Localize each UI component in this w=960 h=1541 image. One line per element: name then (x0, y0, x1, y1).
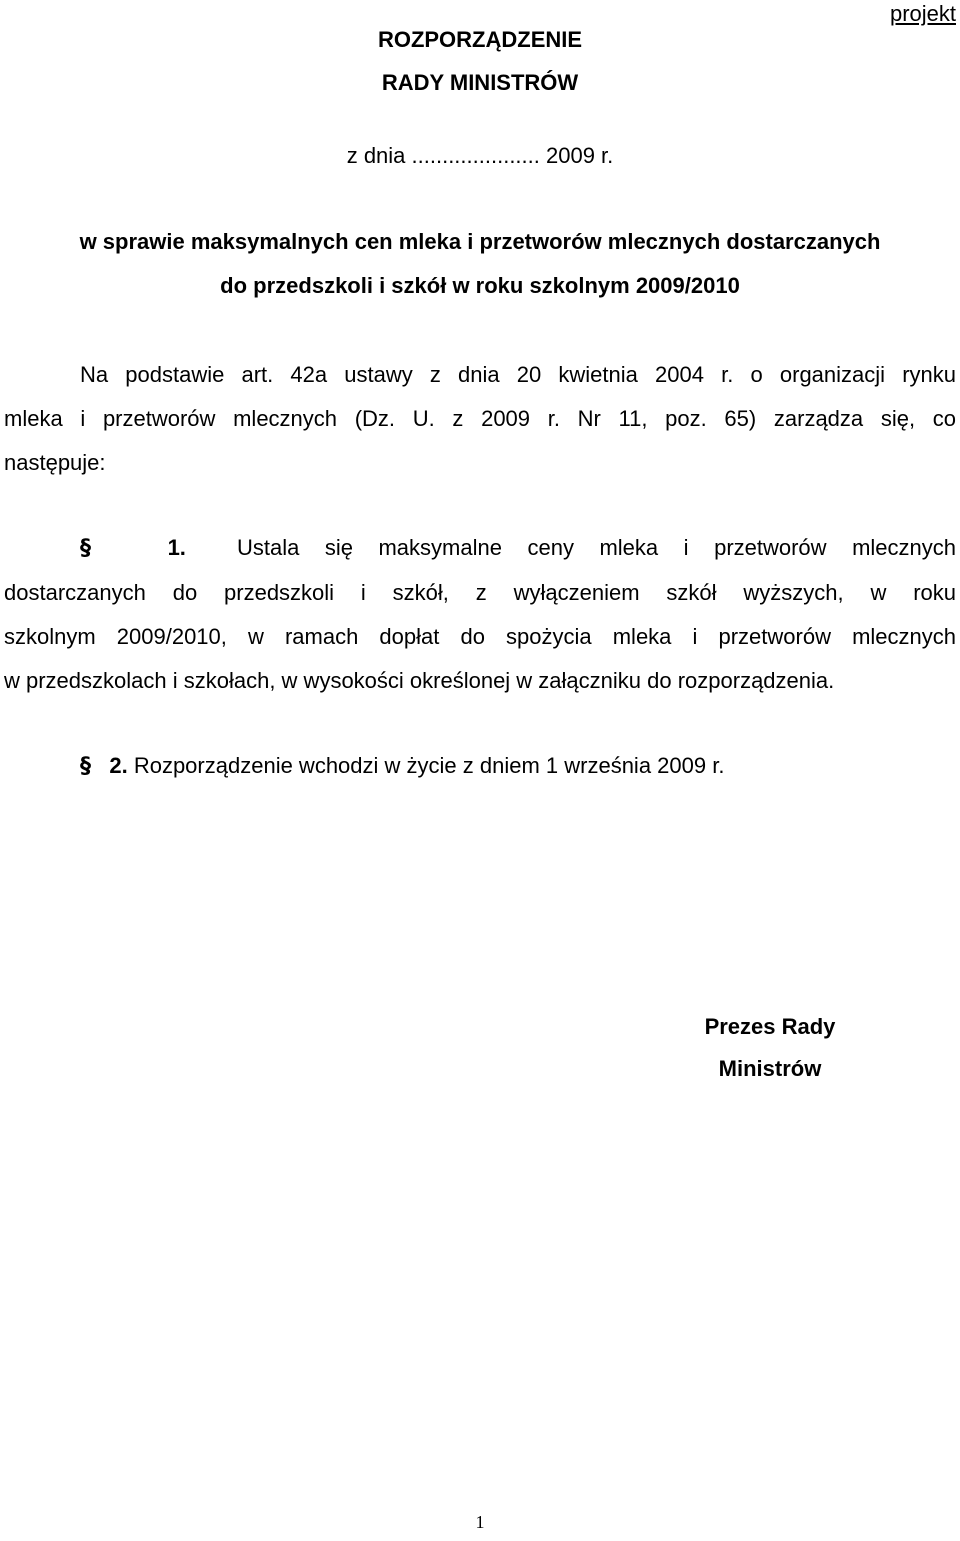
section-number: 1. (167, 535, 186, 560)
signature-line-2: Ministrów (718, 1056, 822, 1081)
signature-block (600, 1006, 940, 1090)
document-type: ROZPORZĄDZENIE (377, 27, 583, 52)
document-date: z dnia ..................... 2009 r. (346, 143, 614, 168)
section-1-line-4: w przedszkolach i szkołach, w wysokości określonej w załączniku do rozporządzenia. (4, 668, 835, 693)
section-2 (4, 744, 956, 789)
section-1-line-2: dostarczanych do przedszkoli i szkół, z wyłączeniem szkół wyższych, w roku (4, 580, 956, 605)
subject-line-1: w sprawie maksymalnych cen mleka i przetworów mlecznych dostarczanych (79, 229, 881, 254)
document-subject (0, 220, 960, 308)
subject-line-2: do przedszkoli i szkół w roku szkolnym 2009/2010 (220, 273, 740, 298)
preamble-line-1: Na podstawie art. 42a ustawy z dnia 20 kwietnia 2004 r. o organizacji rynku (80, 362, 956, 387)
section-2-line-1 (4, 744, 956, 789)
section-1-line-1 (4, 526, 956, 571)
preamble-line-3: następuje: (4, 450, 106, 475)
signature-line-1: Prezes Rady (704, 1014, 836, 1039)
section-mark: § (80, 536, 91, 561)
preamble (4, 353, 956, 485)
section-2-text: Rozporządzenie wchodzi w życie z dniem 1 września 2009 r. (133, 753, 725, 778)
section-mark: § (80, 754, 91, 779)
section-1-text-start: Ustala się maksymalne ceny mleka i przetworów mlecznych (236, 535, 956, 560)
preamble-line-2: mleka i przetworów mlecznych (Dz. U. z 2009 r. Nr 11, poz. 65) zarządza się, co (4, 406, 956, 431)
section-number: 2. (109, 753, 128, 778)
section-1-line-3: szkolnym 2009/2010, w ramach dopłat do spożycia mleka i przetworów mlecznych (4, 624, 956, 649)
status-label: projekt (889, 1, 956, 26)
page-number: 1 (475, 1512, 485, 1532)
issuer: RADY MINISTRÓW (381, 70, 579, 95)
section-1 (4, 526, 956, 703)
